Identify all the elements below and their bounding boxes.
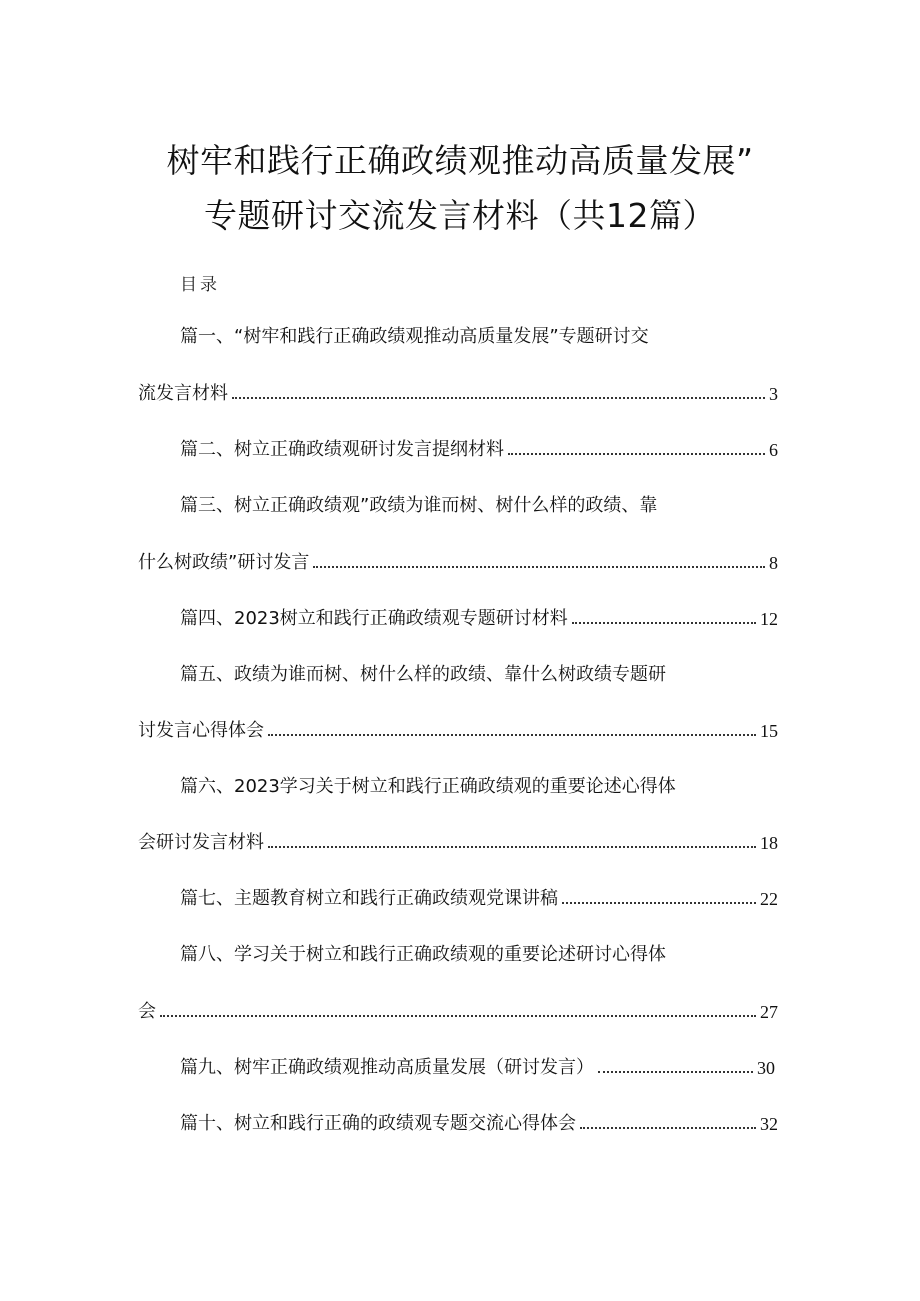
toc-entry-6-continuation[interactable]: 会研讨发言材料 18 [138, 832, 778, 853]
page-number: 18 [760, 833, 778, 853]
dot-leader [232, 397, 765, 399]
dot-leader [268, 846, 756, 848]
toc-entry-10[interactable]: 篇十、树立和践行正确的政绩观专题交流心得体会 32 [180, 1113, 778, 1134]
dot-leader [268, 734, 756, 736]
toc-entry-9[interactable]: 篇九、树牢正确政绩观推动高质量发展（研讨发言） 30 [180, 1057, 775, 1078]
page-number: 6 [769, 440, 778, 460]
page-number: 22 [760, 889, 778, 909]
toc-entry-1-continuation[interactable]: 流发言材料 3 [138, 383, 778, 404]
dot-leader [598, 1071, 753, 1073]
document-title-line-1: 树牢和践行正确政绩观推动高质量发展” [166, 141, 754, 180]
toc-entry-2[interactable]: 篇二、树立正确政绩观研讨发言提纲材料 6 [180, 439, 778, 460]
page-number: 27 [760, 1002, 778, 1022]
dot-leader [160, 1015, 756, 1017]
toc-entry-3-title[interactable]: 篇三、树立正确政绩观”政绩为谁而树、树什么样的政绩、靠 [180, 495, 658, 516]
dot-leader [313, 566, 765, 568]
page-number: 30 [757, 1058, 775, 1078]
toc-entry-8-continuation[interactable]: 会 27 [138, 1001, 778, 1022]
toc-entry-3-continuation[interactable]: 什么树政绩”研讨发言 8 [138, 552, 778, 573]
page-number: 12 [760, 609, 778, 629]
toc-entry-8-title[interactable]: 篇八、学习关于树立和践行正确政绩观的重要论述研讨心得体 [180, 944, 666, 965]
toc-heading: 目录 [180, 275, 220, 295]
toc-entry-5-title[interactable]: 篇五、政绩为谁而树、树什么样的政绩、靠什么树政绩专题研 [180, 664, 666, 685]
toc-entry-1-title[interactable]: 篇一、“树牢和践行正确政绩观推动高质量发展”专题研讨交 [180, 326, 649, 347]
dot-leader [580, 1127, 756, 1129]
page-number: 15 [760, 721, 778, 741]
toc-entry-7[interactable]: 篇七、主题教育树立和践行正确政绩观党课讲稿 22 [180, 888, 778, 909]
toc-entry-5-continuation[interactable]: 讨发言心得体会 15 [138, 720, 778, 741]
page-number: 3 [769, 384, 778, 404]
toc-entry-4[interactable]: 篇四、2023树立和践行正确政绩观专题研讨材料 12 [180, 608, 778, 629]
toc-entry-6-title[interactable]: 篇六、2023学习关于树立和践行正确政绩观的重要论述心得体 [180, 776, 676, 797]
dot-leader [562, 902, 756, 904]
page-number: 8 [769, 553, 778, 573]
dot-leader [572, 622, 756, 624]
page-number: 32 [760, 1114, 778, 1134]
document-title-line-2: 专题研讨交流发言材料（共12篇） [204, 196, 716, 235]
dot-leader [508, 453, 765, 455]
